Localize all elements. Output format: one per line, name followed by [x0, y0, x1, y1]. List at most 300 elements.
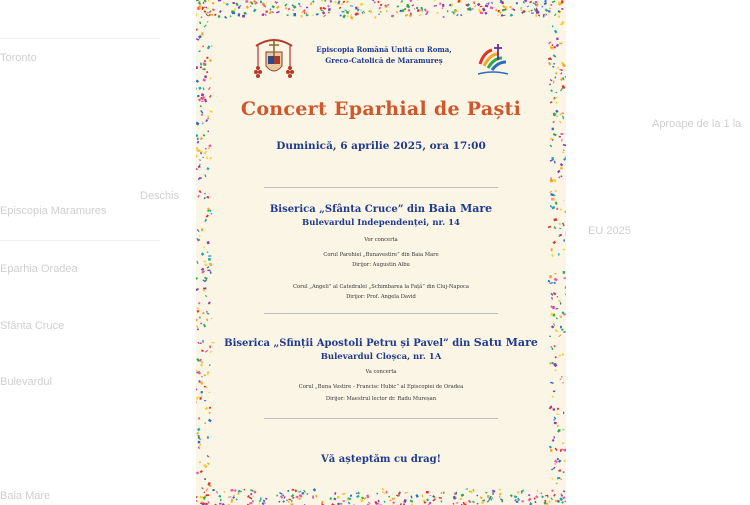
confetti-piece	[224, 491, 226, 493]
confetti-piece	[207, 115, 209, 118]
confetti-piece	[259, 503, 261, 504]
confetti-piece	[549, 190, 552, 193]
confetti-piece	[328, 12, 330, 14]
confetti-piece	[197, 371, 201, 375]
confetti-piece	[553, 80, 555, 83]
confetti-piece	[564, 286, 566, 289]
background-text: Bulevardul	[0, 376, 52, 388]
confetti-piece	[439, 497, 442, 499]
church-name: Biserica „Sfânta Cruce” din	[269, 204, 429, 215]
confetti-piece	[310, 2, 312, 5]
confetti-piece	[209, 10, 212, 13]
confetti-piece	[205, 466, 207, 468]
confetti-piece	[200, 152, 202, 155]
confetti-piece	[492, 492, 494, 495]
confetti-piece	[356, 495, 360, 498]
confetti-piece	[561, 139, 563, 142]
confetti-piece	[330, 1, 332, 3]
confetti-piece	[396, 5, 399, 7]
confetti-piece	[209, 263, 212, 267]
confetti-piece	[204, 246, 205, 248]
church-name: Biserica „Sfinții Apostoli Petru și Pavel” din	[224, 338, 474, 349]
confetti-piece	[201, 487, 203, 489]
confetti-piece	[198, 396, 200, 398]
confetti-piece	[306, 7, 308, 9]
choir-name: Corul „Angeli” al Catedralei „Schimbarea la Față” din Cluj-Napoca	[293, 284, 469, 290]
confetti-piece	[562, 496, 565, 499]
confetti-piece	[554, 448, 557, 451]
confetti-piece	[202, 78, 206, 82]
confetti-piece	[252, 500, 254, 502]
confetti-piece	[535, 495, 538, 498]
confetti-piece	[564, 449, 566, 452]
confetti-piece	[238, 6, 240, 8]
confetti-piece	[554, 30, 558, 34]
confetti-piece	[454, 492, 456, 495]
confetti-piece	[200, 363, 203, 366]
confetti-piece	[482, 8, 486, 12]
confetti-piece	[563, 239, 565, 242]
confetti-piece	[197, 342, 199, 344]
confetti-piece	[200, 110, 203, 114]
confetti-piece	[298, 491, 301, 493]
confetti-piece	[210, 271, 212, 274]
confetti-piece	[564, 500, 566, 502]
confetti-piece	[269, 11, 273, 15]
confetti-piece	[329, 497, 332, 500]
confetti-piece	[560, 167, 563, 169]
confetti-piece	[288, 501, 290, 503]
confetti-piece	[219, 503, 222, 505]
confetti-piece	[200, 150, 203, 152]
confetti-piece	[207, 45, 211, 49]
background-text: Sfânta Cruce	[0, 320, 65, 332]
confetti-piece	[531, 9, 533, 11]
confetti-piece	[201, 114, 202, 116]
confetti-piece	[207, 117, 209, 119]
confetti-piece	[562, 223, 564, 226]
confetti-piece	[485, 492, 487, 494]
confetti-piece	[563, 490, 565, 492]
confetti-piece	[207, 21, 209, 23]
confetti-piece	[562, 429, 564, 431]
confetti-piece	[219, 10, 222, 13]
confetti-piece	[553, 292, 557, 295]
confetti-piece	[208, 258, 211, 261]
confetti-piece	[528, 10, 530, 12]
confetti-piece	[551, 248, 553, 251]
confetti-piece	[417, 9, 419, 12]
confetti-piece	[333, 498, 336, 501]
confetti-piece	[490, 6, 494, 9]
confetti-piece	[562, 382, 564, 384]
confetti-piece	[551, 325, 554, 328]
confetti-piece	[552, 241, 556, 245]
confetti-piece	[278, 501, 280, 503]
confetti-piece	[562, 248, 565, 250]
choir-name: Corul „Buna Vestire - Francisc Hubic” al Episcopiei de Oradea	[298, 384, 464, 390]
confetti-piece	[555, 72, 557, 74]
confetti-piece	[561, 0, 564, 3]
confetti-piece	[551, 498, 553, 501]
confetti-piece	[536, 11, 539, 14]
confetti-piece	[283, 496, 285, 499]
confetti-piece	[563, 331, 566, 333]
confetti-piece	[240, 491, 242, 493]
confetti-piece	[328, 8, 331, 11]
confetti-piece	[551, 206, 555, 210]
poster-title: Concert Eparhial de Paști	[240, 98, 522, 120]
confetti-piece	[555, 202, 558, 205]
confetti-piece	[559, 497, 563, 501]
confetti-piece	[561, 501, 564, 504]
confetti-piece	[516, 501, 518, 503]
confetti-piece	[555, 273, 557, 274]
confetti-piece	[549, 83, 551, 85]
confetti-piece	[204, 193, 206, 195]
divider	[264, 313, 498, 314]
confetti-piece	[207, 12, 209, 14]
confetti-piece	[337, 496, 340, 499]
confetti-piece	[499, 493, 502, 496]
confetti-piece	[550, 79, 553, 82]
confetti-piece	[196, 326, 198, 328]
confetti-piece	[202, 7, 204, 10]
confetti-piece	[560, 379, 562, 380]
confetti-piece	[553, 390, 556, 392]
confetti-piece	[480, 6, 483, 8]
confetti-piece	[372, 0, 375, 1]
confetti-piece	[357, 492, 360, 495]
confetti-piece	[405, 492, 408, 494]
confetti-piece	[376, 493, 378, 495]
confetti-piece	[342, 500, 345, 502]
confetti-piece	[228, 496, 231, 497]
confetti-piece	[206, 196, 209, 199]
confetti-piece	[368, 502, 371, 504]
confetti-piece	[381, 488, 384, 491]
confetti-piece	[211, 45, 213, 47]
confetti-piece	[204, 60, 206, 62]
confetti-piece	[200, 63, 202, 66]
confetti-piece	[243, 12, 246, 15]
confetti-piece	[226, 3, 229, 6]
confetti-piece	[202, 45, 204, 47]
confetti-piece	[424, 8, 427, 11]
confetti-piece	[486, 3, 488, 5]
confetti-piece	[520, 7, 521, 9]
confetti-piece	[244, 489, 246, 491]
confetti-piece	[560, 449, 562, 452]
confetti-piece	[535, 1, 538, 4]
confetti-piece	[415, 494, 418, 498]
confetti-piece	[270, 8, 272, 10]
confetti-piece	[548, 500, 551, 503]
confetti-piece	[207, 455, 209, 457]
confetti-piece	[205, 12, 208, 15]
confetti-piece	[202, 157, 204, 158]
jubilee-logo-icon	[472, 38, 514, 80]
confetti-piece	[559, 136, 561, 138]
confetti-piece	[555, 463, 557, 464]
confetti-piece	[559, 121, 561, 123]
confetti-piece	[198, 99, 201, 102]
background-text: Deschis	[140, 190, 180, 202]
confetti-piece	[561, 113, 564, 114]
confetti-piece	[515, 500, 516, 502]
confetti-piece	[549, 335, 551, 337]
confetti-piece	[212, 8, 215, 11]
confetti-piece	[204, 11, 206, 13]
confetti-piece	[558, 253, 559, 256]
confetti-piece	[556, 44, 559, 47]
confetti-piece	[384, 501, 386, 503]
confetti-piece	[208, 0, 210, 2]
confetti-piece	[557, 477, 560, 479]
confetti-piece	[441, 492, 443, 494]
confetti-piece	[198, 166, 201, 168]
confetti-piece	[549, 362, 551, 365]
confetti-piece	[350, 494, 352, 496]
confetti-piece	[205, 407, 209, 411]
confetti-piece	[477, 3, 481, 7]
confetti-piece	[206, 57, 208, 59]
confetti-piece	[287, 490, 289, 492]
confetti-piece	[208, 131, 209, 133]
choir-name: Corul Parohiei „Bunavestire” din Baia Mare	[323, 252, 439, 258]
confetti-piece	[556, 38, 559, 41]
confetti-piece	[209, 95, 212, 98]
confetti-piece	[204, 75, 207, 78]
confetti-piece	[298, 3, 301, 5]
confetti-piece	[324, 0, 326, 2]
confetti-piece	[516, 2, 518, 4]
confetti-piece	[560, 208, 563, 210]
background-text: EU 2025	[588, 225, 631, 237]
confetti-piece	[536, 8, 537, 10]
confetti-piece	[208, 147, 210, 149]
confetti-piece	[560, 88, 563, 91]
confetti-piece	[207, 371, 209, 374]
confetti-piece	[250, 493, 253, 496]
confetti-piece	[346, 0, 349, 3]
confetti-piece	[363, 497, 366, 500]
confetti-piece	[208, 87, 211, 90]
confetti-piece	[204, 174, 206, 177]
confetti-piece	[286, 500, 287, 502]
confetti-piece	[563, 412, 564, 414]
confetti-piece	[554, 161, 556, 164]
confetti-piece	[220, 499, 221, 502]
confetti-piece	[196, 496, 198, 498]
confetti-piece	[339, 7, 342, 10]
confetti-piece	[472, 501, 475, 503]
confetti-piece	[550, 382, 554, 384]
confetti-piece	[442, 7, 444, 9]
confetti-piece	[527, 6, 530, 8]
confetti-piece	[334, 1, 337, 4]
confetti-piece	[495, 9, 497, 12]
confetti-piece	[442, 4, 445, 7]
confetti-piece	[198, 380, 200, 382]
confetti-piece	[414, 8, 415, 9]
confetti-piece	[550, 193, 554, 196]
background-divider	[0, 240, 160, 241]
confetti-piece	[360, 3, 363, 6]
confetti-piece	[524, 0, 527, 2]
confetti-piece	[558, 15, 560, 17]
confetti-piece	[203, 62, 205, 64]
confetti-piece	[556, 482, 558, 484]
confetti-piece	[196, 500, 197, 501]
confetti-piece	[207, 463, 209, 465]
confetti-piece	[237, 493, 239, 495]
confetti-piece	[196, 13, 197, 17]
performers-intro: Vor concerta	[364, 237, 398, 243]
confetti-piece	[291, 500, 292, 502]
confetti-piece	[231, 500, 233, 503]
confetti-piece	[200, 503, 203, 504]
confetti-piece	[204, 197, 206, 199]
confetti-piece	[487, 500, 490, 503]
confetti-piece	[200, 470, 203, 473]
confetti-piece	[557, 408, 559, 410]
confetti-piece	[201, 252, 205, 256]
confetti-piece	[552, 128, 554, 131]
confetti-piece	[557, 296, 559, 298]
confetti-piece	[551, 478, 553, 480]
confetti-piece	[561, 376, 563, 377]
confetti-piece	[554, 282, 556, 284]
confetti-piece	[410, 496, 412, 499]
confetti-piece	[551, 254, 554, 257]
confetti-piece	[264, 502, 266, 504]
closing-message: Vă așteptăm cu drag!	[321, 454, 441, 465]
confetti-piece	[548, 10, 551, 13]
confetti-piece	[313, 488, 316, 492]
confetti-piece	[233, 2, 235, 4]
confetti-piece	[429, 495, 431, 497]
confetti-piece	[560, 302, 561, 304]
eparchy-name	[298, 44, 470, 66]
confetti-piece	[559, 43, 562, 45]
confetti-piece	[498, 489, 501, 491]
confetti-piece	[312, 0, 315, 3]
confetti-piece	[207, 251, 209, 253]
confetti-piece	[553, 408, 556, 410]
confetti-piece	[554, 422, 557, 424]
confetti-piece	[436, 12, 438, 14]
confetti-piece	[197, 328, 199, 330]
confetti-piece	[551, 157, 554, 160]
confetti-piece	[484, 12, 487, 15]
confetti-piece	[386, 491, 388, 494]
confetti-piece	[197, 428, 200, 431]
confetti-piece	[499, 496, 500, 498]
confetti-piece	[551, 293, 554, 296]
confetti-piece	[388, 496, 390, 498]
confetti-piece	[197, 307, 199, 310]
confetti-piece	[491, 2, 493, 4]
confetti-piece	[207, 210, 209, 212]
confetti-piece	[552, 439, 555, 442]
background-divider	[0, 38, 160, 39]
confetti-piece	[553, 63, 555, 65]
confetti-piece	[554, 13, 556, 16]
confetti-piece	[196, 38, 199, 41]
confetti-piece	[485, 5, 489, 8]
confetti-piece	[201, 16, 203, 18]
confetti-piece	[196, 288, 199, 291]
confetti-piece	[550, 101, 553, 103]
confetti-piece	[551, 348, 553, 350]
confetti-piece	[312, 496, 314, 499]
confetti-piece	[245, 0, 248, 2]
confetti-piece	[460, 498, 462, 500]
confetti-piece	[553, 54, 557, 57]
confetti-piece	[206, 156, 208, 159]
confetti-piece	[197, 229, 200, 232]
confetti-piece	[208, 144, 212, 147]
confetti-piece	[202, 87, 204, 90]
confetti-piece	[562, 152, 564, 154]
confetti-piece	[534, 501, 536, 503]
confetti-piece	[298, 497, 301, 500]
confetti-piece	[250, 5, 252, 7]
background-text: Toronto	[0, 52, 37, 64]
confetti-piece	[556, 413, 559, 415]
confetti-piece	[474, 5, 476, 8]
confetti-piece	[265, 498, 267, 500]
confetti-piece	[559, 228, 561, 229]
confetti-piece	[460, 0, 462, 2]
confetti-piece	[208, 412, 210, 414]
eparchy-name-line2: Greco-Catolică de Maramureș	[325, 56, 443, 65]
confetti-piece	[206, 494, 209, 496]
confetti-piece	[249, 497, 253, 500]
confetti-piece	[559, 355, 562, 357]
confetti-piece	[552, 66, 554, 68]
confetti-piece	[558, 300, 560, 302]
confetti-piece	[534, 497, 536, 499]
confetti-piece	[468, 500, 472, 504]
confetti-piece	[382, 491, 385, 494]
confetti-piece	[209, 345, 211, 348]
background-text: Eparhia Oradea	[0, 263, 78, 275]
confetti-piece	[560, 72, 562, 74]
confetti-piece	[210, 351, 212, 353]
confetti-piece	[207, 501, 209, 504]
confetti-piece	[440, 500, 442, 502]
confetti-piece	[202, 340, 203, 343]
background-text: Baia Mare	[0, 490, 51, 502]
confetti-piece	[563, 271, 565, 274]
confetti-piece	[466, 4, 468, 6]
confetti-piece	[210, 110, 213, 113]
confetti-piece	[563, 144, 566, 146]
confetti-piece	[426, 491, 429, 493]
confetti-piece	[528, 497, 532, 501]
confetti-piece	[342, 11, 345, 12]
confetti-piece	[249, 502, 252, 504]
confetti-piece	[196, 28, 198, 30]
confetti-piece	[560, 163, 563, 166]
confetti-piece	[408, 9, 411, 11]
confetti-piece	[549, 7, 551, 9]
confetti-piece	[198, 87, 201, 90]
confetti-piece	[553, 179, 557, 183]
confetti-piece	[196, 154, 198, 157]
